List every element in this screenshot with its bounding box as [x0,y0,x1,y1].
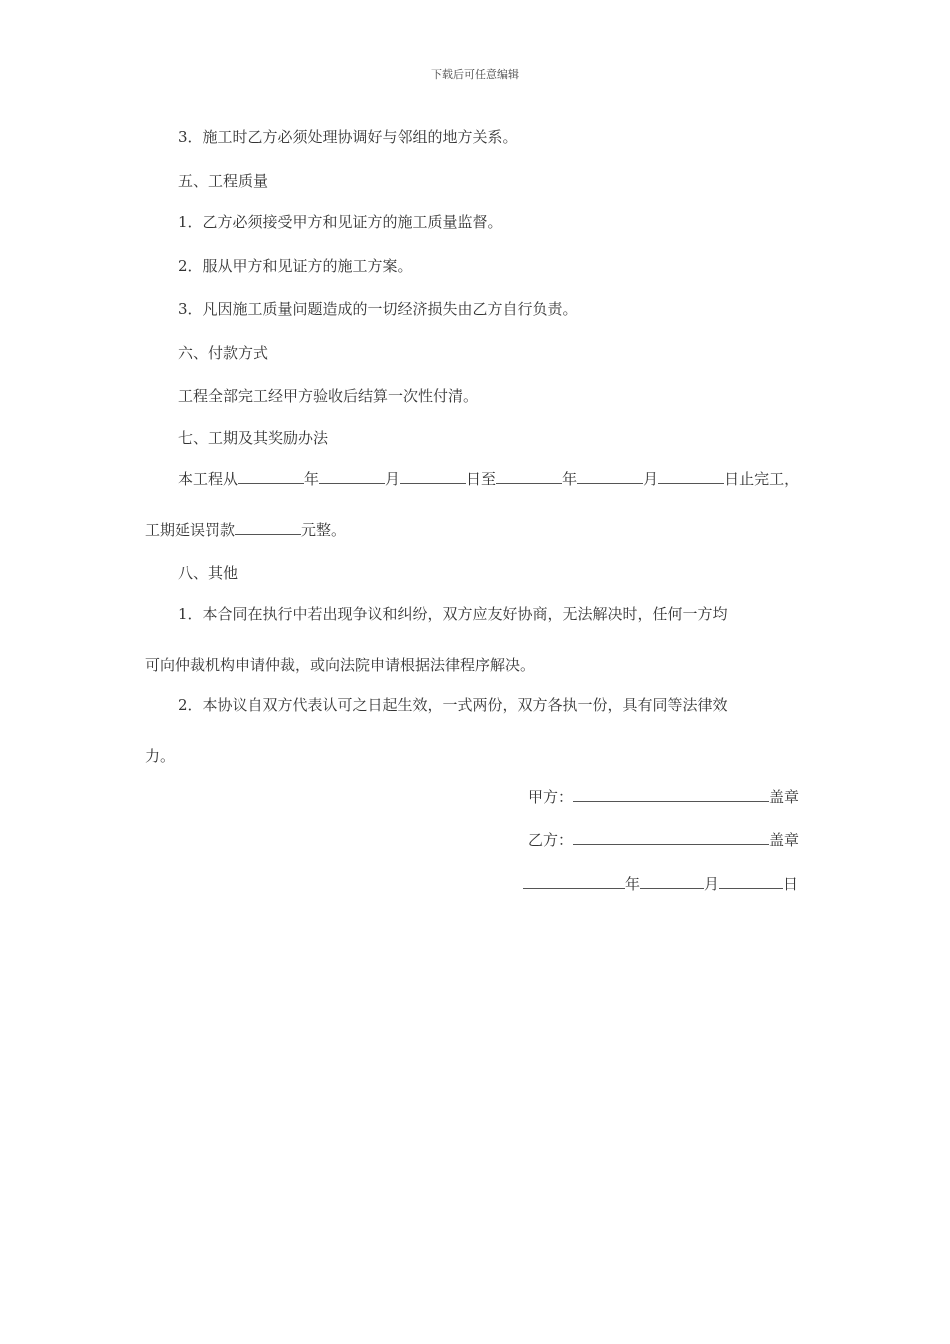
clause-5-2: 2．服从甲方和见证方的施工方案。 [178,257,413,275]
clause-8-2-line1: 2．本协议自双方代表认可之日起生效，一式两份，双方各执一份，具有同等法律效 [178,696,728,714]
party-b-signature-line [528,830,799,850]
party-b-seal-label: 盖章 [769,831,800,849]
sign-day-label: 日 [783,875,799,893]
party-a-seal-label: 盖章 [769,788,800,806]
delay-penalty-line [145,520,346,540]
delay-suffix: 元整。 [301,521,347,539]
clause-5-1: 1．乙方必须接受甲方和见证方的施工质量监督。 [178,213,503,231]
section-5-heading: 五、工程质量 [178,172,269,190]
page-header: 下载后可任意编辑 [431,68,519,81]
party-b-label: 乙方： [528,831,574,849]
start-month-label: 月 [385,470,401,488]
section-6-heading: 六、付款方式 [178,344,269,362]
period-line [178,469,799,489]
start-day-label: 日至 [466,470,497,488]
start-day-blank[interactable] [400,469,466,484]
end-month-blank[interactable] [577,469,643,484]
clause-5-3: 3．凡因施工质量问题造成的一切经济损失由乙方自行负责。 [178,300,578,318]
sign-year-blank[interactable] [523,874,625,889]
party-b-signature-blank[interactable] [573,830,769,845]
party-a-signature-line [528,787,799,807]
start-month-blank[interactable] [319,469,385,484]
party-a-signature-blank[interactable] [573,787,769,802]
party-a-label: 甲方： [528,788,574,806]
period-prefix: 本工程从 [178,470,239,488]
sign-month-label: 月 [704,875,720,893]
sign-day-blank[interactable] [719,874,783,889]
end-day-blank[interactable] [658,469,724,484]
clause-6-1: 工程全部完工经甲方验收后结算一次性付清。 [178,387,479,405]
clause-8-2-line2: 力。 [145,747,176,765]
sign-month-blank[interactable] [640,874,704,889]
start-year-label: 年 [304,470,320,488]
section-7-heading: 七、工期及其奖励办法 [178,429,329,447]
clause-8-1-line2: 可向仲裁机构申请仲裁，或向法院申请根据法律程序解决。 [145,656,536,674]
penalty-amount-blank[interactable] [235,520,301,535]
clause-8-1-line1: 1．本合同在执行中若出现争议和纠纷，双方应友好协商，无法解决时，任何一方均 [178,605,728,623]
start-year-blank[interactable] [238,469,304,484]
sign-year-label: 年 [625,875,641,893]
section-8-heading: 八、其他 [178,564,239,582]
clause-4-3: 3．施工时乙方必须处理协调好与邻组的地方关系。 [178,128,518,146]
end-year-blank[interactable] [496,469,562,484]
end-year-label: 年 [562,470,578,488]
sign-date-line [523,874,798,894]
delay-prefix: 工期延误罚款 [145,521,236,539]
end-day-label: 日止完工， [724,470,800,488]
end-month-label: 月 [643,470,659,488]
